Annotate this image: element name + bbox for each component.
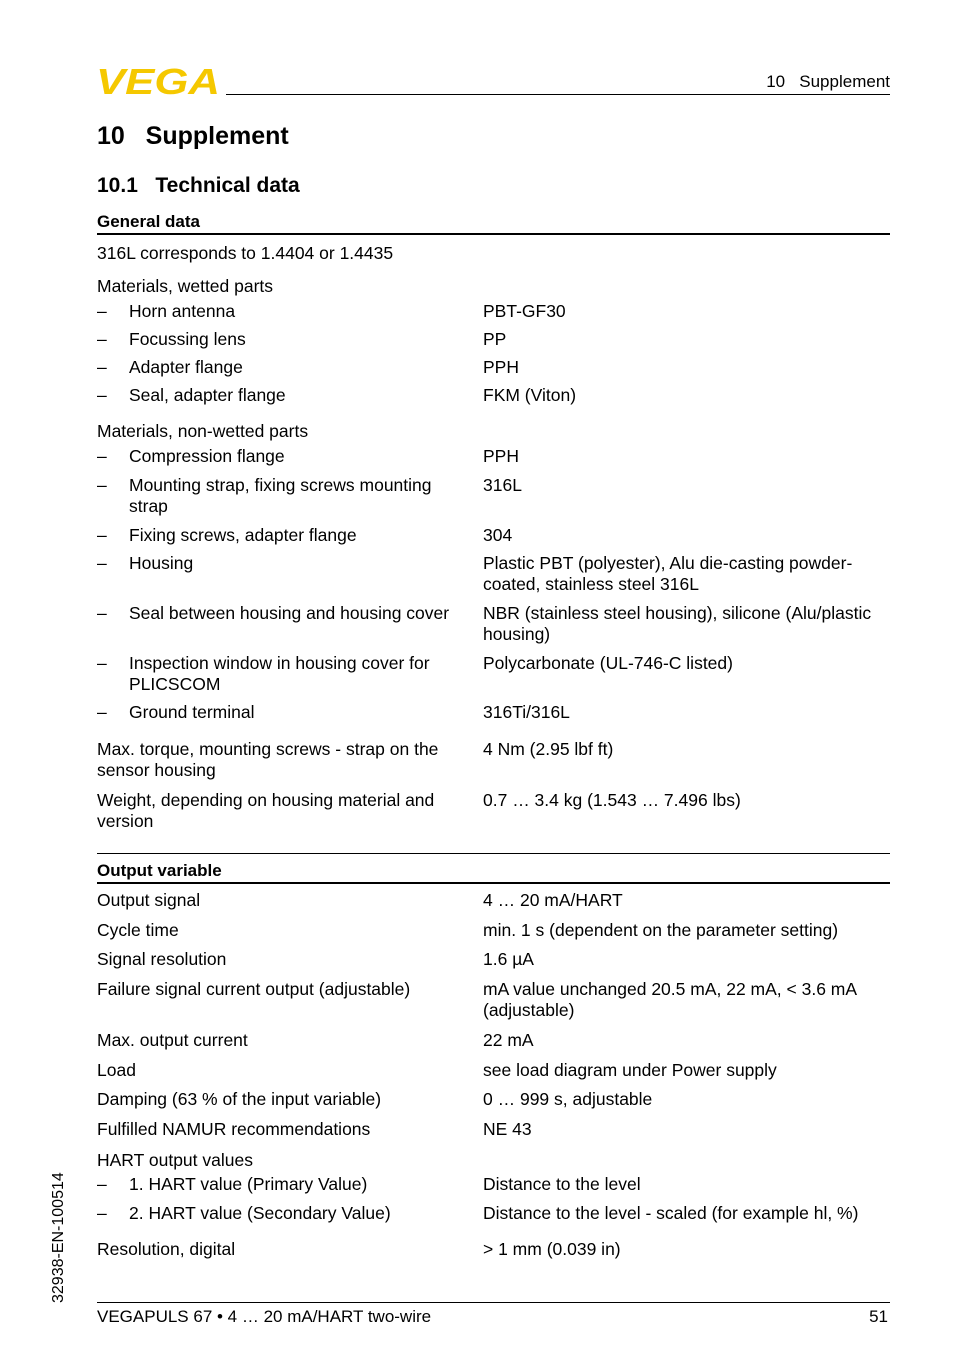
general-data-heading: General data xyxy=(97,212,890,235)
dash: – xyxy=(97,553,107,573)
vega-logo xyxy=(96,66,220,96)
dash: – xyxy=(97,329,107,349)
page-number: 51 xyxy=(869,1307,888,1326)
dash: – xyxy=(97,357,107,377)
logo-text: VEGA xyxy=(96,66,220,96)
dash: – xyxy=(97,1203,107,1223)
dash: – xyxy=(97,475,107,495)
header-rule xyxy=(226,94,890,95)
dash: – xyxy=(97,1174,107,1194)
dash: – xyxy=(97,301,107,321)
dash: – xyxy=(97,385,107,405)
header-section-label: 10 Supplement xyxy=(766,72,890,91)
section-title: 10.1 Technical data xyxy=(97,174,300,197)
footer-product: VEGAPULS 67 • 4 … 20 mA/HART two-wire xyxy=(97,1307,432,1326)
footer-rule xyxy=(97,1302,890,1303)
dash: – xyxy=(97,702,107,722)
dash: – xyxy=(97,603,107,623)
dash: – xyxy=(97,446,107,466)
output-variable-heading: Output variable xyxy=(97,854,890,884)
document-id: 32938-EN-100514 xyxy=(50,1172,67,1303)
chapter-title: 10 Supplement xyxy=(97,122,289,150)
output-variable-section: Output variable Output signal 4 … 20 mA/HART Cycle time min. 1 s (dependent on the parameter setting) Signal resolution 1.6 µA Failure signal current output (adjustable) mA value unchanged 20.5 mA, 22 mA, < 3.6 mA (adjustable) Max. output current 22 mA Load see load diagram under Power supply Damping (63 % of the input variable) 0 … 999 s, adjustable Fulfilled NAMUR recommendations NE 43 HART output values – 1. HART value (Primary Value) Distance to the level – 2. HART value (Secondary Value) Distance to the level - scaled (for example hl, %) Resolution, digital > 1 mm (0.039 in) xyxy=(97,853,890,884)
dash: – xyxy=(97,525,107,545)
dash: – xyxy=(97,653,107,673)
general-data-section: General data 316L corresponds to 1.4404 or 1.4435 Materials, wetted parts – Horn antenna PBT-GF30 – Focussing lens PP – Adapter flange PPH – Seal, adapter flange FKM (Viton) Materials, non-wetted parts – Compression flange PPH – Mounting strap, fixing screws mounting strap 316L – Fixing screws, adapter flange 304 – Housing Plastic PBT (polyester), Alu die-casting powder-coated, stainless steel 316L – Seal between housing and housing cover NBR (stainless steel housing), silicone (Alu/plastic housing) – Inspection window in housing cover for PLICSCOM Polycarbonate (UL-746-C listed) – Ground terminal 316Ti/316L Max. torque, mounting screws - strap on the sensor housing 4 Nm (2.95 lbf ft) Weight, depending on housing material and version 0.7 … 3.4 kg (1.543 … 7.496 lbs) xyxy=(97,212,890,235)
